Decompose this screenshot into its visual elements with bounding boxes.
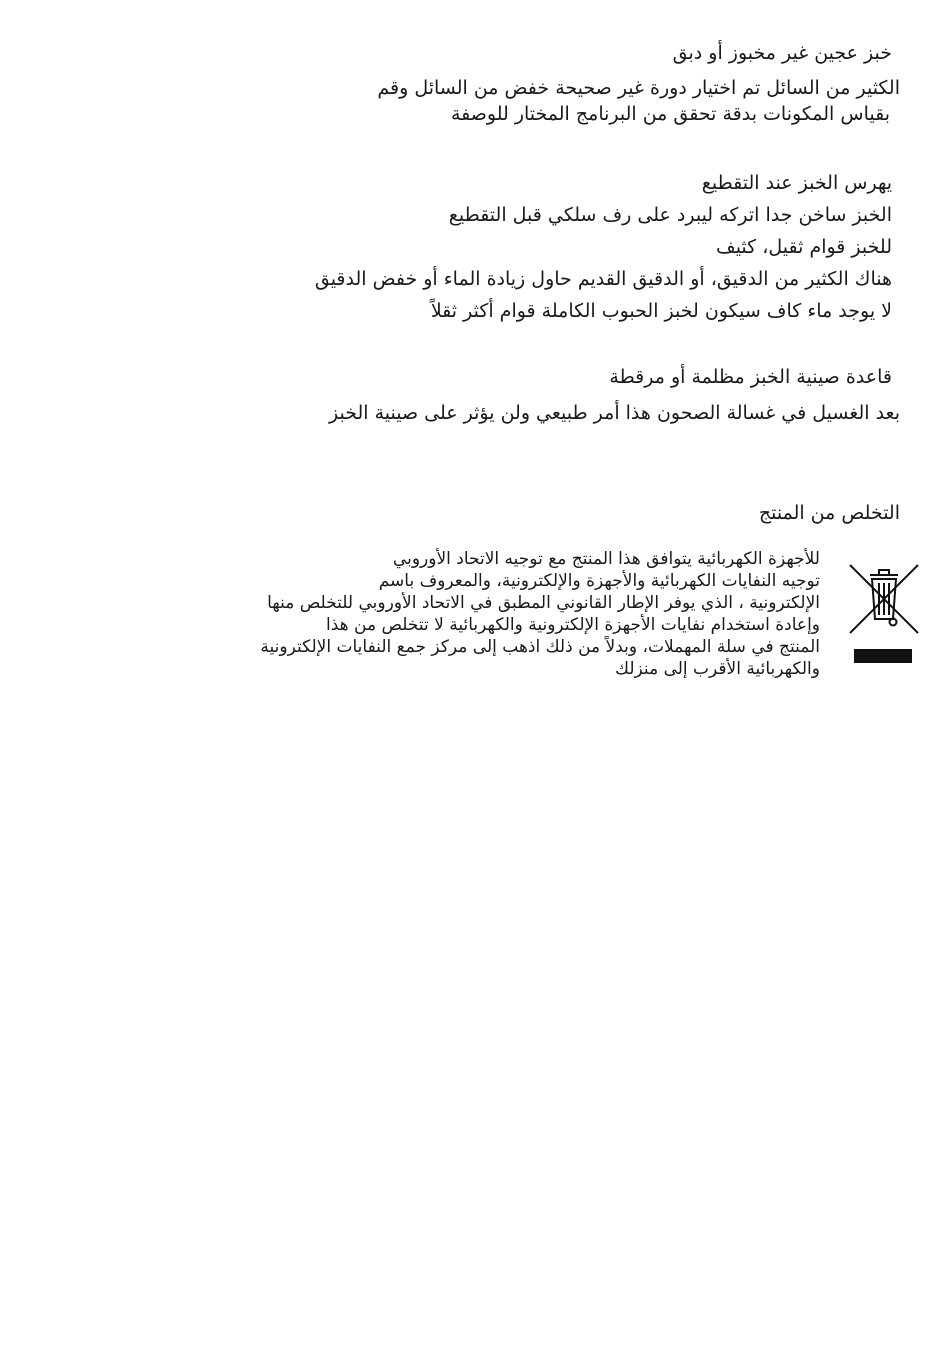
weee-underline-bar bbox=[854, 649, 912, 663]
disposal-line: المنتج في سلة المهملات، وبدلاً من ذلك اذهب إلى مركز جمع النفايات الإلكترونية bbox=[260, 637, 820, 657]
section3-line-dishwasher: بعد الغسيل في غسالة الصحون هذا أمر طبيعي ولن يؤثر على صينية الخبز bbox=[329, 402, 900, 424]
disposal-line: وإعادة استخدام نفايات الأجهزة الإلكترونية والكهربائية لا تتخلص من هذا bbox=[325, 615, 820, 635]
section-title-unbaked-bread: خبز عجين غير مخبوز أو دبق bbox=[672, 42, 892, 64]
crossed-out-wheelie-bin-icon bbox=[848, 563, 920, 635]
section2-line-hot-bread: الخبز ساخن جدا اتركه ليبرد على رف سلكي قبل التقطيع bbox=[448, 204, 892, 226]
section2-line-too-much-flour: هناك الكثير من الدقيق، أو الدقيق القديم حاول زيادة الماء أو خفض الدقيق bbox=[314, 268, 892, 290]
section-title-crumbles-when-sliced: يهرس الخبز عند التقطيع bbox=[701, 172, 892, 194]
disposal-line: توجيه النفايات الكهربائية والأجهزة والإلكترونية، والمعروف باسم bbox=[378, 571, 820, 591]
disposal-line: والكهربائية الأقرب إلى منزلك bbox=[615, 659, 820, 679]
disposal-paragraph bbox=[90, 548, 820, 680]
section1-cause-line: الكثير من السائل تم اختيار دورة غير صحيحة خفض من السائل وقم bbox=[377, 77, 900, 99]
section2-line-not-enough-water: لا يوجد ماء كاف سيكون لخبز الحبوب الكاملة قوام أكثر ثقلاً bbox=[430, 300, 892, 322]
disposal-line: الإلكترونية ، الذي يوفر الإطار القانوني المطبق في الاتحاد الأوروبي للتخلص منها bbox=[267, 593, 820, 613]
section2-line-dense-texture: للخبز قوام ثقيل، كثيف bbox=[716, 236, 892, 258]
section-title-dark-pan-base: قاعدة صينية الخبز مظلمة أو مرقطة bbox=[609, 366, 892, 388]
disposal-title: التخلص من المنتج bbox=[758, 502, 900, 524]
section1-solution-line: بقياس المكونات بدقة تحقق من البرنامج المختار للوصفة bbox=[450, 103, 890, 125]
disposal-line: للأجهزة الكهربائية يتوافق هذا المنتج مع توجيه الاتحاد الأوروبي bbox=[392, 549, 820, 569]
